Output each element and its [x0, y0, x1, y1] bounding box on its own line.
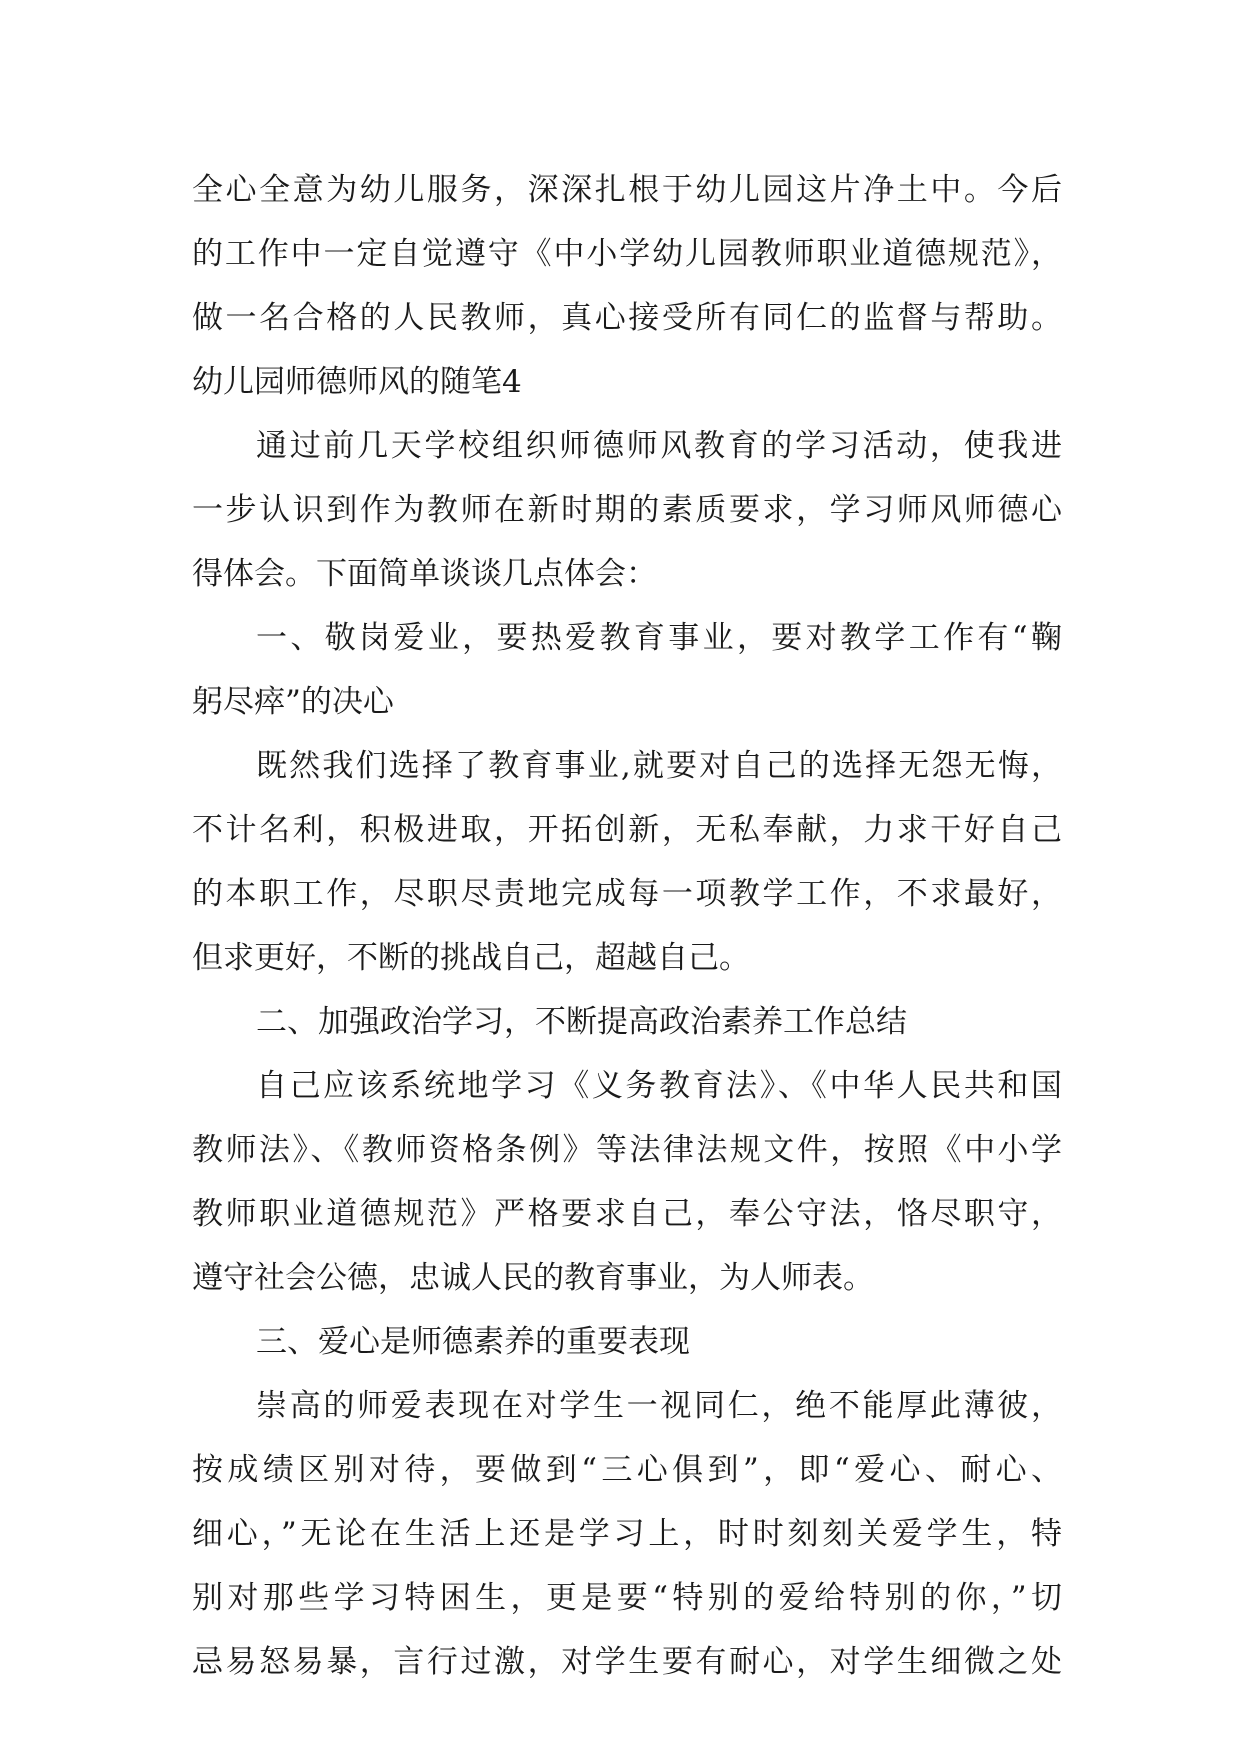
text-line: 细心，”无论在生活上还是学习上，时时刻刻关爱学生，特	[192, 1516, 1062, 1552]
text-line: 的工作中一定自觉遵守《中小学幼儿园教师职业道德规范》，	[192, 236, 1062, 272]
text-line: 忌易怒易暴，言行过激，对学生要有耐心，对学生细微之处	[192, 1644, 1062, 1680]
point-heading: 三、爱心是师德素养的重要表现	[256, 1324, 690, 1360]
text-line: 通过前几天学校组织师德师风教育的学习活动，使我进	[256, 428, 1062, 464]
text-line: 但求更好，不断的挑战自己，超越自己。	[192, 940, 750, 976]
text-line: 既然我们选择了教育事业,就要对自己的选择无怨无悔，	[256, 748, 1062, 784]
text-line: 遵守社会公德，忠诚人民的教育事业，为人师表。	[192, 1260, 874, 1296]
text-line: 教师法》、《教师资格条例》等法律法规文件，按照《中小学	[192, 1132, 1062, 1168]
text-line: 得体会。下面简单谈谈几点体会：	[192, 556, 657, 592]
text-line: 做一名合格的人民教师，真心接受所有同仁的监督与帮助。	[192, 300, 1062, 336]
text-line: 不计名利，积极进取，开拓创新，无私奉献，力求干好自己	[192, 812, 1062, 848]
text-line: 自己应该系统地学习《义务教育法》、《中华人民共和国	[256, 1068, 1062, 1104]
point-heading: 一、敬岗爱业，要热爱教育事业，要对教学工作有“鞠	[256, 620, 1062, 656]
text-line: 别对那些学习特困生，更是要“特别的爱给特别的你，”切	[192, 1580, 1062, 1616]
text-line: 教师职业道德规范》严格要求自己，奉公守法，恪尽职守，	[192, 1196, 1062, 1232]
text-line: 崇高的师爱表现在对学生一视同仁，绝不能厚此薄彼，	[256, 1388, 1062, 1424]
text-line: 按成绩区别对待，要做到“三心俱到”，即“爱心、耐心、	[192, 1452, 1062, 1488]
point-heading: 二、加强政治学习，不断提高政治素养工作总结	[256, 1004, 907, 1040]
point-heading: 躬尽瘁”的决心	[192, 684, 394, 720]
text-line: 全心全意为幼儿服务，深深扎根于幼儿园这片净土中。今后	[192, 172, 1062, 208]
document-body	[192, 158, 1062, 1694]
text-line: 的本职工作，尽职尽责地完成每一项教学工作，不求最好，	[192, 876, 1062, 912]
text-line: 一步认识到作为教师在新时期的素质要求，学习师风师德心	[192, 492, 1062, 528]
section-heading: 幼儿园师德师风的随笔4	[192, 364, 522, 400]
